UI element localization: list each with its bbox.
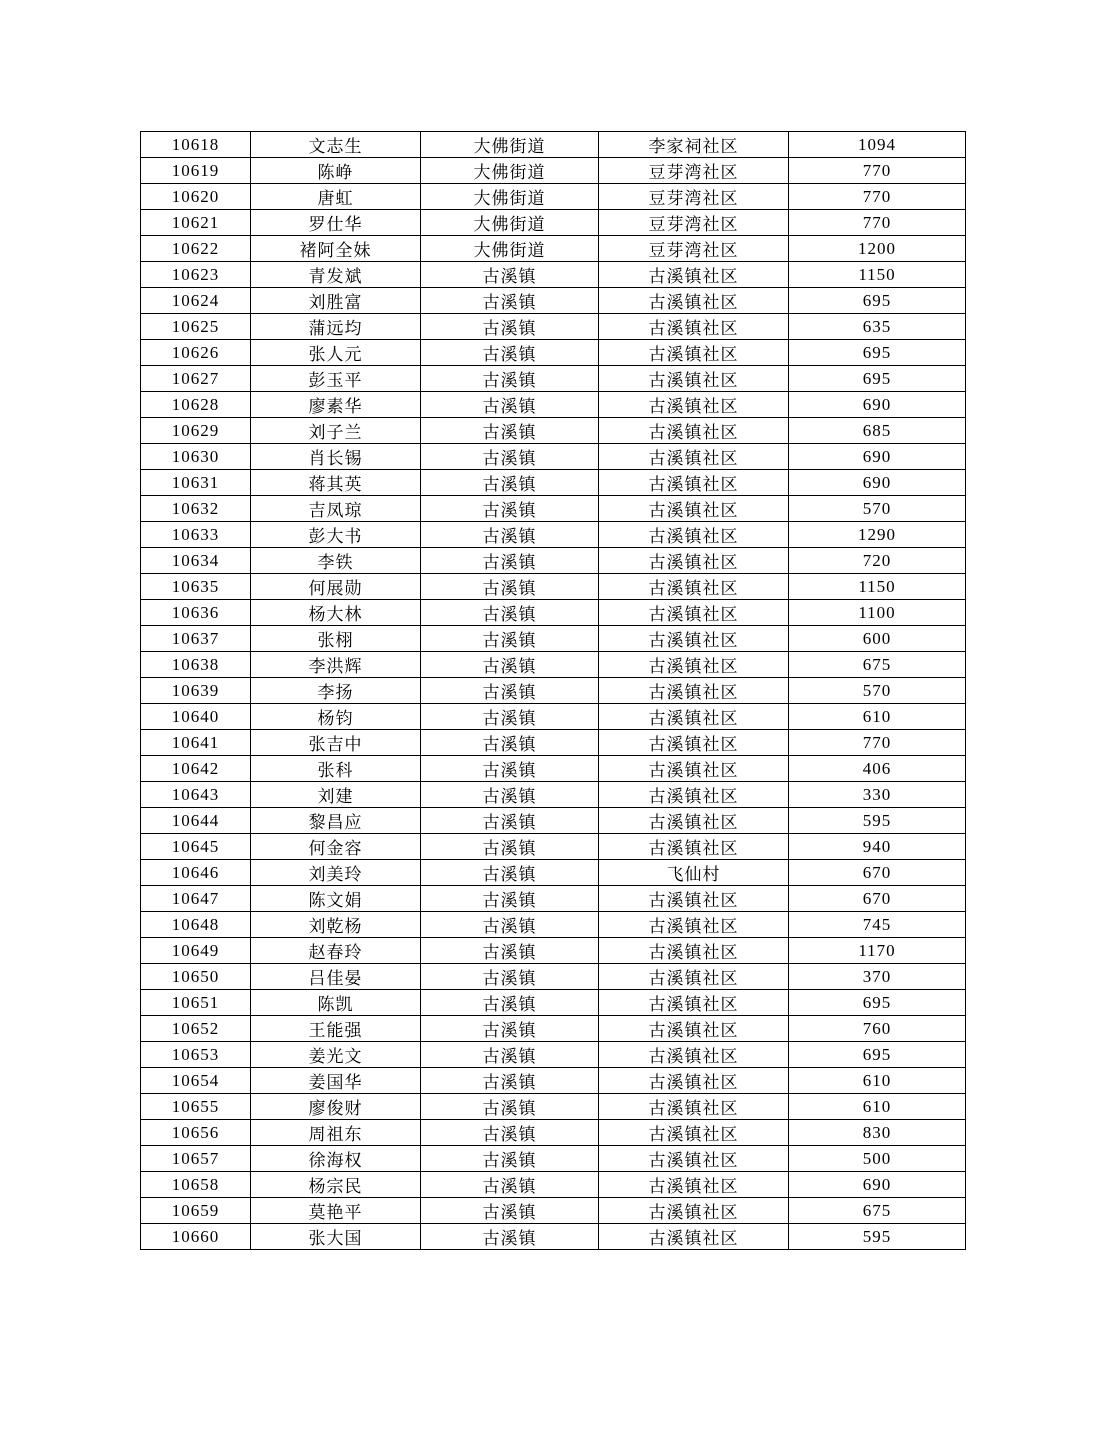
cell-town: 古溪镇 — [421, 418, 599, 444]
cell-town: 古溪镇 — [421, 626, 599, 652]
table-row — [141, 886, 966, 912]
cell-amount: 770 — [789, 730, 966, 756]
cell-community: 古溪镇社区 — [599, 678, 789, 704]
cell-amount: 600 — [789, 626, 966, 652]
cell-community: 豆芽湾社区 — [599, 184, 789, 210]
cell-amount: 330 — [789, 782, 966, 808]
cell-community: 古溪镇社区 — [599, 1172, 789, 1198]
cell-town: 古溪镇 — [421, 314, 599, 340]
cell-amount: 695 — [789, 990, 966, 1016]
table-row — [141, 132, 966, 158]
cell-town: 古溪镇 — [421, 1146, 599, 1172]
cell-amount: 406 — [789, 756, 966, 782]
cell-id: 10647 — [141, 886, 251, 912]
cell-community: 古溪镇社区 — [599, 1094, 789, 1120]
cell-community: 古溪镇社区 — [599, 496, 789, 522]
cell-name: 褚阿全妹 — [251, 236, 421, 262]
cell-name: 彭大书 — [251, 522, 421, 548]
cell-name: 吉凤琼 — [251, 496, 421, 522]
cell-community: 古溪镇社区 — [599, 652, 789, 678]
cell-amount: 675 — [789, 652, 966, 678]
cell-name: 莫艳平 — [251, 1198, 421, 1224]
cell-id: 10639 — [141, 678, 251, 704]
cell-amount: 695 — [789, 1042, 966, 1068]
cell-community: 李家祠社区 — [599, 132, 789, 158]
cell-id: 10655 — [141, 1094, 251, 1120]
cell-amount: 760 — [789, 1016, 966, 1042]
cell-id: 10631 — [141, 470, 251, 496]
cell-amount: 695 — [789, 340, 966, 366]
records-table — [140, 131, 966, 1250]
cell-id: 10628 — [141, 392, 251, 418]
table-row — [141, 288, 966, 314]
cell-town: 大佛街道 — [421, 236, 599, 262]
table-row — [141, 184, 966, 210]
cell-id: 10646 — [141, 860, 251, 886]
cell-community: 豆芽湾社区 — [599, 236, 789, 262]
cell-amount: 570 — [789, 678, 966, 704]
cell-town: 古溪镇 — [421, 1120, 599, 1146]
table-row — [141, 1224, 966, 1250]
cell-name: 刘乾杨 — [251, 912, 421, 938]
cell-town: 古溪镇 — [421, 730, 599, 756]
cell-amount: 695 — [789, 366, 966, 392]
cell-name: 青发斌 — [251, 262, 421, 288]
cell-amount: 1170 — [789, 938, 966, 964]
table-row — [141, 652, 966, 678]
cell-amount: 1094 — [789, 132, 966, 158]
cell-amount: 690 — [789, 444, 966, 470]
cell-town: 古溪镇 — [421, 1198, 599, 1224]
cell-community: 古溪镇社区 — [599, 756, 789, 782]
table-row — [141, 626, 966, 652]
cell-town: 古溪镇 — [421, 262, 599, 288]
cell-town: 古溪镇 — [421, 652, 599, 678]
cell-id: 10636 — [141, 600, 251, 626]
cell-town: 古溪镇 — [421, 574, 599, 600]
cell-community: 古溪镇社区 — [599, 912, 789, 938]
cell-name: 杨宗民 — [251, 1172, 421, 1198]
records-table-body — [141, 132, 966, 1250]
cell-name: 陈凯 — [251, 990, 421, 1016]
cell-name: 廖俊财 — [251, 1094, 421, 1120]
cell-name: 杨大林 — [251, 600, 421, 626]
cell-community: 古溪镇社区 — [599, 834, 789, 860]
table-row — [141, 704, 966, 730]
cell-name: 文志生 — [251, 132, 421, 158]
cell-town: 古溪镇 — [421, 938, 599, 964]
cell-amount: 1290 — [789, 522, 966, 548]
cell-amount: 685 — [789, 418, 966, 444]
table-row — [141, 1016, 966, 1042]
cell-town: 古溪镇 — [421, 366, 599, 392]
cell-community: 古溪镇社区 — [599, 470, 789, 496]
cell-id: 10656 — [141, 1120, 251, 1146]
table-row — [141, 262, 966, 288]
cell-town: 古溪镇 — [421, 548, 599, 574]
table-row — [141, 366, 966, 392]
cell-amount: 370 — [789, 964, 966, 990]
cell-town: 大佛街道 — [421, 184, 599, 210]
cell-town: 古溪镇 — [421, 340, 599, 366]
cell-community: 古溪镇社区 — [599, 1042, 789, 1068]
cell-id: 10634 — [141, 548, 251, 574]
cell-id: 10654 — [141, 1068, 251, 1094]
cell-amount: 675 — [789, 1198, 966, 1224]
cell-id: 10645 — [141, 834, 251, 860]
table-row — [141, 1120, 966, 1146]
table-row — [141, 938, 966, 964]
cell-community: 古溪镇社区 — [599, 1120, 789, 1146]
cell-name: 何金容 — [251, 834, 421, 860]
table-row — [141, 210, 966, 236]
cell-id: 10627 — [141, 366, 251, 392]
cell-amount: 770 — [789, 158, 966, 184]
cell-community: 古溪镇社区 — [599, 444, 789, 470]
cell-name: 吕佳晏 — [251, 964, 421, 990]
cell-town: 古溪镇 — [421, 756, 599, 782]
cell-town: 古溪镇 — [421, 834, 599, 860]
cell-community: 古溪镇社区 — [599, 1224, 789, 1250]
cell-community: 古溪镇社区 — [599, 366, 789, 392]
cell-amount: 610 — [789, 704, 966, 730]
cell-id: 10644 — [141, 808, 251, 834]
cell-id: 10629 — [141, 418, 251, 444]
cell-id: 10643 — [141, 782, 251, 808]
table-row — [141, 496, 966, 522]
cell-id: 10626 — [141, 340, 251, 366]
cell-town: 古溪镇 — [421, 496, 599, 522]
cell-name: 何展勋 — [251, 574, 421, 600]
cell-community: 古溪镇社区 — [599, 548, 789, 574]
cell-amount: 670 — [789, 860, 966, 886]
cell-town: 古溪镇 — [421, 704, 599, 730]
cell-amount: 690 — [789, 1172, 966, 1198]
cell-amount: 570 — [789, 496, 966, 522]
cell-id: 10642 — [141, 756, 251, 782]
cell-town: 古溪镇 — [421, 860, 599, 886]
cell-id: 10648 — [141, 912, 251, 938]
table-row — [141, 158, 966, 184]
cell-amount: 745 — [789, 912, 966, 938]
cell-community: 古溪镇社区 — [599, 418, 789, 444]
cell-town: 古溪镇 — [421, 1068, 599, 1094]
cell-town: 古溪镇 — [421, 1224, 599, 1250]
table-row — [141, 548, 966, 574]
table-row — [141, 1198, 966, 1224]
table-row — [141, 834, 966, 860]
cell-id: 10624 — [141, 288, 251, 314]
cell-amount: 1150 — [789, 262, 966, 288]
table-row — [141, 470, 966, 496]
cell-id: 10652 — [141, 1016, 251, 1042]
table-row — [141, 522, 966, 548]
cell-town: 古溪镇 — [421, 1016, 599, 1042]
cell-id: 10657 — [141, 1146, 251, 1172]
cell-town: 古溪镇 — [421, 678, 599, 704]
table-row — [141, 912, 966, 938]
cell-amount: 1150 — [789, 574, 966, 600]
cell-community: 飞仙村 — [599, 860, 789, 886]
cell-town: 古溪镇 — [421, 1094, 599, 1120]
table-row — [141, 678, 966, 704]
cell-name: 张栩 — [251, 626, 421, 652]
cell-town: 大佛街道 — [421, 132, 599, 158]
cell-amount: 695 — [789, 288, 966, 314]
cell-id: 10659 — [141, 1198, 251, 1224]
cell-id: 10640 — [141, 704, 251, 730]
cell-id: 10660 — [141, 1224, 251, 1250]
cell-amount: 670 — [789, 886, 966, 912]
cell-community: 古溪镇社区 — [599, 522, 789, 548]
cell-amount: 595 — [789, 808, 966, 834]
cell-amount: 720 — [789, 548, 966, 574]
cell-town: 古溪镇 — [421, 470, 599, 496]
cell-community: 古溪镇社区 — [599, 314, 789, 340]
cell-amount: 690 — [789, 392, 966, 418]
table-row — [141, 1042, 966, 1068]
cell-id: 10620 — [141, 184, 251, 210]
cell-town: 古溪镇 — [421, 964, 599, 990]
cell-id: 10637 — [141, 626, 251, 652]
table-row — [141, 808, 966, 834]
table-row — [141, 600, 966, 626]
cell-community: 古溪镇社区 — [599, 626, 789, 652]
cell-name: 杨钧 — [251, 704, 421, 730]
cell-name: 彭玉平 — [251, 366, 421, 392]
cell-amount: 690 — [789, 470, 966, 496]
cell-name: 张科 — [251, 756, 421, 782]
table-row — [141, 1146, 966, 1172]
cell-id: 10632 — [141, 496, 251, 522]
cell-id: 10623 — [141, 262, 251, 288]
cell-town: 古溪镇 — [421, 808, 599, 834]
cell-id: 10638 — [141, 652, 251, 678]
cell-town: 古溪镇 — [421, 392, 599, 418]
cell-name: 唐虹 — [251, 184, 421, 210]
table-row — [141, 1068, 966, 1094]
cell-community: 古溪镇社区 — [599, 340, 789, 366]
cell-name: 李铁 — [251, 548, 421, 574]
cell-amount: 770 — [789, 210, 966, 236]
cell-name: 王能强 — [251, 1016, 421, 1042]
cell-amount: 1100 — [789, 600, 966, 626]
cell-id: 10621 — [141, 210, 251, 236]
cell-amount: 595 — [789, 1224, 966, 1250]
table-row — [141, 860, 966, 886]
cell-id: 10650 — [141, 964, 251, 990]
cell-id: 10630 — [141, 444, 251, 470]
cell-amount: 830 — [789, 1120, 966, 1146]
cell-name: 姜光文 — [251, 1042, 421, 1068]
cell-amount: 635 — [789, 314, 966, 340]
cell-community: 古溪镇社区 — [599, 1146, 789, 1172]
cell-community: 古溪镇社区 — [599, 938, 789, 964]
cell-name: 赵春玲 — [251, 938, 421, 964]
table-row — [141, 1172, 966, 1198]
cell-community: 古溪镇社区 — [599, 886, 789, 912]
cell-name: 罗仕华 — [251, 210, 421, 236]
cell-id: 10625 — [141, 314, 251, 340]
cell-community: 古溪镇社区 — [599, 990, 789, 1016]
cell-name: 刘子兰 — [251, 418, 421, 444]
cell-id: 10653 — [141, 1042, 251, 1068]
cell-name: 徐海权 — [251, 1146, 421, 1172]
cell-name: 姜国华 — [251, 1068, 421, 1094]
cell-community: 古溪镇社区 — [599, 288, 789, 314]
cell-town: 大佛街道 — [421, 158, 599, 184]
cell-community: 古溪镇社区 — [599, 964, 789, 990]
cell-name: 蒋其英 — [251, 470, 421, 496]
cell-amount: 500 — [789, 1146, 966, 1172]
cell-id: 10651 — [141, 990, 251, 1016]
cell-name: 李扬 — [251, 678, 421, 704]
cell-community: 古溪镇社区 — [599, 262, 789, 288]
cell-name: 陈文娟 — [251, 886, 421, 912]
cell-town: 古溪镇 — [421, 886, 599, 912]
cell-community: 豆芽湾社区 — [599, 158, 789, 184]
cell-id: 10622 — [141, 236, 251, 262]
cell-name: 刘美玲 — [251, 860, 421, 886]
cell-name: 李洪辉 — [251, 652, 421, 678]
cell-id: 10619 — [141, 158, 251, 184]
cell-name: 蒲远均 — [251, 314, 421, 340]
cell-community: 古溪镇社区 — [599, 808, 789, 834]
cell-id: 10635 — [141, 574, 251, 600]
cell-id: 10633 — [141, 522, 251, 548]
table-row — [141, 444, 966, 470]
table-row — [141, 340, 966, 366]
table-row — [141, 314, 966, 340]
cell-name: 刘建 — [251, 782, 421, 808]
cell-id: 10649 — [141, 938, 251, 964]
cell-town: 古溪镇 — [421, 990, 599, 1016]
table-row — [141, 1094, 966, 1120]
cell-amount: 770 — [789, 184, 966, 210]
cell-name: 张人元 — [251, 340, 421, 366]
cell-town: 古溪镇 — [421, 288, 599, 314]
cell-name: 刘胜富 — [251, 288, 421, 314]
cell-name: 周祖东 — [251, 1120, 421, 1146]
cell-community: 古溪镇社区 — [599, 1016, 789, 1042]
table-row — [141, 964, 966, 990]
table-row — [141, 782, 966, 808]
cell-community: 古溪镇社区 — [599, 730, 789, 756]
cell-town: 古溪镇 — [421, 444, 599, 470]
table-row — [141, 392, 966, 418]
table-row — [141, 730, 966, 756]
cell-id: 10641 — [141, 730, 251, 756]
cell-name: 黎昌应 — [251, 808, 421, 834]
table-row — [141, 990, 966, 1016]
cell-town: 古溪镇 — [421, 912, 599, 938]
cell-name: 张吉中 — [251, 730, 421, 756]
cell-amount: 610 — [789, 1094, 966, 1120]
cell-name: 张大国 — [251, 1224, 421, 1250]
cell-community: 古溪镇社区 — [599, 704, 789, 730]
cell-id: 10658 — [141, 1172, 251, 1198]
cell-community: 古溪镇社区 — [599, 1068, 789, 1094]
cell-amount: 610 — [789, 1068, 966, 1094]
table-row — [141, 236, 966, 262]
cell-community: 古溪镇社区 — [599, 782, 789, 808]
cell-town: 古溪镇 — [421, 522, 599, 548]
cell-town: 古溪镇 — [421, 600, 599, 626]
cell-community: 古溪镇社区 — [599, 1198, 789, 1224]
cell-town: 古溪镇 — [421, 782, 599, 808]
cell-town: 古溪镇 — [421, 1042, 599, 1068]
table-row — [141, 574, 966, 600]
cell-amount: 1200 — [789, 236, 966, 262]
table-row — [141, 756, 966, 782]
cell-town: 大佛街道 — [421, 210, 599, 236]
cell-amount: 940 — [789, 834, 966, 860]
cell-community: 豆芽湾社区 — [599, 210, 789, 236]
cell-name: 肖长锡 — [251, 444, 421, 470]
cell-community: 古溪镇社区 — [599, 574, 789, 600]
cell-town: 古溪镇 — [421, 1172, 599, 1198]
cell-community: 古溪镇社区 — [599, 600, 789, 626]
table-row — [141, 418, 966, 444]
cell-community: 古溪镇社区 — [599, 392, 789, 418]
cell-id: 10618 — [141, 132, 251, 158]
cell-name: 陈峥 — [251, 158, 421, 184]
cell-name: 廖素华 — [251, 392, 421, 418]
